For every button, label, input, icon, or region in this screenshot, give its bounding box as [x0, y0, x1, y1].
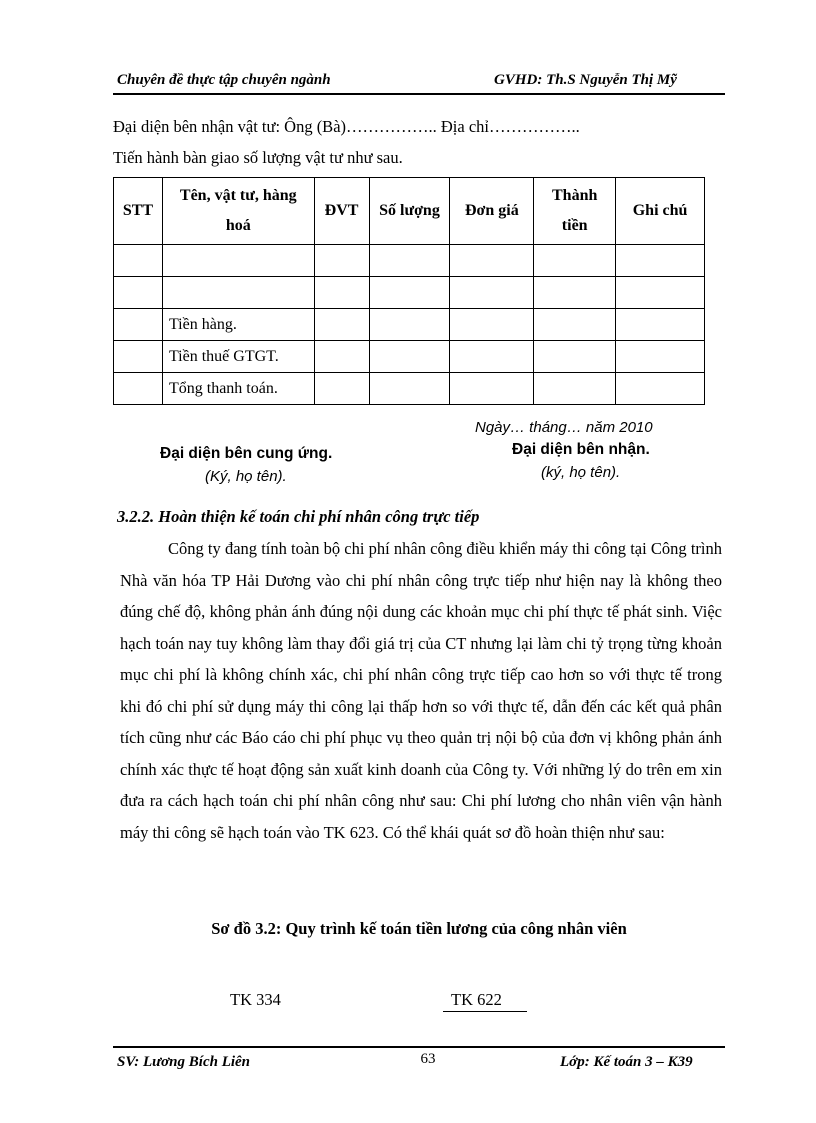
table-cell — [534, 277, 616, 309]
table-cell — [616, 277, 705, 309]
table-cell — [114, 277, 163, 309]
supplier-title: Đại diện bên cung ứng. — [160, 445, 333, 462]
table-cell — [369, 373, 450, 405]
table-cell — [534, 309, 616, 341]
supplier-note: (Ký, họ tên). — [205, 468, 287, 485]
table-cell — [616, 341, 705, 373]
receiver-line: Đại diện bên nhận vật tư: Ông (Bà)…………….. Địa chỉ…………….. — [113, 117, 580, 136]
header-right: GVHD: Th.S Nguyễn Thị Mỹ — [494, 72, 677, 88]
table-cell — [450, 245, 534, 277]
handover-table — [113, 177, 705, 405]
table-cell — [314, 309, 369, 341]
receiver-title: Đại diện bên nhận. — [512, 441, 650, 458]
table-cell — [616, 309, 705, 341]
table-cell — [534, 341, 616, 373]
diagram-title: Sơ đồ 3.2: Quy trình kế toán tiền lương của công nhân viên — [211, 919, 627, 938]
table-cell — [616, 245, 705, 277]
col-header-amount: Thành tiền — [534, 178, 616, 245]
section-heading: 3.2.2. Hoàn thiện kế toán chi phí nhân công trực tiếp — [117, 507, 480, 526]
table-cell — [450, 373, 534, 405]
signature-date: Ngày… tháng… năm 2010 — [475, 419, 653, 436]
col-header-name: Tên, vật tư, hàng hoá — [162, 178, 314, 245]
footer-class: Lớp: Kế toán 3 – K39 — [560, 1054, 693, 1070]
body-paragraph: Công ty đang tính toàn bộ chi phí nhân công điều khiển máy thi công tại Công trình Nhà văn hóa TP Hải Dương vào chi phí nhân công trực tiếp như hiện nay là không theo đúng chế độ, không phản ánh đúng nội dung các khoản mục chi phí thực tế phát sinh. Việc hạch toán nay tuy không làm thay đổi giá trị của CT nhưng lại làm chi tỷ trọng từng khoản mục chi phí là không chính xác, chi phí nhân công trực tiếp cao hơn so với thực tế trong khi đó chi phí sử dụng máy thi công lại thấp hơn so với thực tế, dẫn đến các kết quả phân tích cũng như các Báo cáo chi phí phục vụ theo quản trị nội bộ của đơn vị không phản ánh chính xác thực tế hoạt động sản xuất kinh doanh của Công ty. Với những lý do trên em xin đưa ra cách hạch toán chi phí nhân công như sau: Chi phí lương cho nhân viên vận hành máy thi công sẽ hạch toán vào TK 623. Có thể khái quát sơ đồ hoàn thiện như sau: — [120, 539, 722, 842]
header-rule — [113, 93, 725, 95]
table-cell — [114, 245, 163, 277]
table-row — [114, 277, 705, 309]
table-cell — [162, 245, 314, 277]
account-tk334: TK 334 — [230, 990, 281, 1009]
col-header-stt: STT — [114, 178, 163, 245]
table-cell — [114, 341, 163, 373]
col-header-quantity: Số lượng — [369, 178, 450, 245]
footer-student: SV: Lương Bích Liên — [117, 1054, 251, 1070]
table-cell-grand-total: Tổng thanh toán. — [162, 373, 314, 405]
handover-line: Tiến hành bàn giao số lượng vật tư như sau. — [113, 148, 403, 167]
table-cell — [314, 277, 369, 309]
table-cell — [314, 245, 369, 277]
page-number: 63 — [420, 1051, 436, 1067]
table-cell — [450, 277, 534, 309]
col-header-note: Ghi chú — [616, 178, 705, 245]
table-cell — [162, 277, 314, 309]
table-row — [114, 309, 705, 341]
account-tk622-underline — [443, 1011, 527, 1012]
receiver-note: (ký, họ tên). — [541, 464, 621, 481]
table-cell — [369, 277, 450, 309]
table-cell — [534, 373, 616, 405]
account-tk622: TK 622 — [451, 990, 502, 1009]
table-cell — [114, 373, 163, 405]
table-cell — [369, 309, 450, 341]
table-row — [114, 245, 705, 277]
table-cell-goods-total: Tiền hàng. — [162, 309, 314, 341]
table-row — [114, 373, 705, 405]
table-row — [114, 341, 705, 373]
table-cell-vat: Tiền thuế GTGT. — [162, 341, 314, 373]
footer-rule — [113, 1046, 725, 1048]
table-cell — [314, 373, 369, 405]
table-header-row — [114, 178, 705, 245]
table-cell — [450, 309, 534, 341]
header-left: Chuyên đề thực tập chuyên ngành — [117, 72, 331, 88]
table-cell — [369, 245, 450, 277]
col-header-price: Đơn giá — [450, 178, 534, 245]
table-cell — [369, 341, 450, 373]
table-cell — [616, 373, 705, 405]
table-cell — [534, 245, 616, 277]
table-cell — [450, 341, 534, 373]
table-cell — [114, 309, 163, 341]
col-header-unit: ĐVT — [314, 178, 369, 245]
table-cell — [314, 341, 369, 373]
